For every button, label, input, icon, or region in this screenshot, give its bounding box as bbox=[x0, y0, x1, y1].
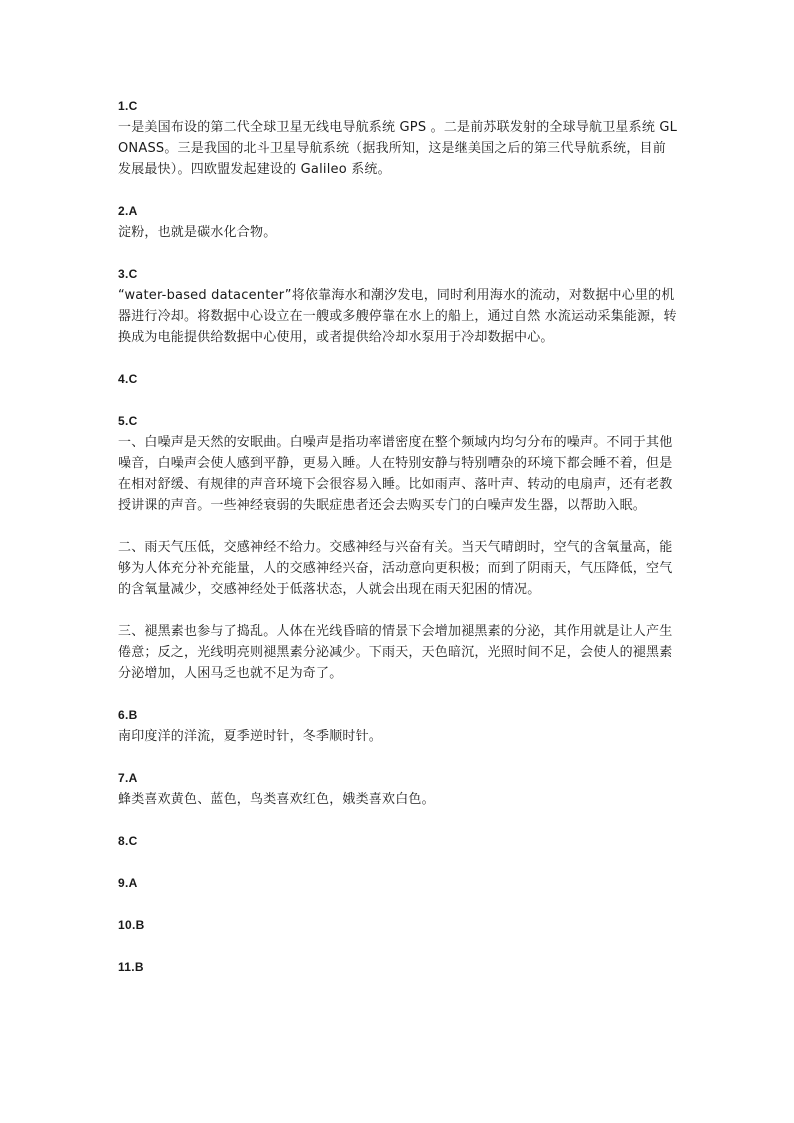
answer-key: 1.C bbox=[118, 99, 138, 113]
answer-key: 3.C bbox=[118, 267, 138, 281]
answer-entry bbox=[118, 411, 678, 684]
answer-document bbox=[118, 96, 678, 999]
answer-entry bbox=[118, 96, 678, 180]
answer-entry bbox=[118, 369, 678, 390]
answer-entry bbox=[118, 201, 678, 243]
answer-entry bbox=[118, 831, 678, 852]
answer-key: 6.B bbox=[118, 708, 138, 722]
answer-entry bbox=[118, 957, 678, 978]
answer-entry bbox=[118, 768, 678, 810]
answer-key: 4.C bbox=[118, 372, 138, 386]
explanation-paragraph: 一、白噪声是天然的安眠曲。白噪声是指功率谱密度在整个频域内均匀分布的噪声。不同于其他噪音，白噪声会使人感到平静，更易入睡。人在特别安静与特别嘈杂的环境下都会睡不着，但是在相对舒缓、有规律的声音环境下会很容易入睡。比如雨声、落叶声、转动的电扇声，还有老教授讲课的声音。一些神经衰弱的失眠症患者还会去购买专门的白噪声发生器，以帮助入眠。 bbox=[118, 435, 673, 513]
explanation-paragraph: 三、褪黑素也参与了捣乱。人体在光线昏暗的情景下会增加褪黑素的分泌，其作用就是让人产生倦意；反之，光线明亮则褪黑素分泌减少。下雨天，天色暗沉，光照时间不足，会使人的褪黑素分泌增加，人困马乏也就不足为奇了。 bbox=[118, 624, 673, 681]
answer-entry bbox=[118, 264, 678, 348]
answer-key: 2.A bbox=[118, 204, 138, 218]
answer-entry bbox=[118, 705, 678, 747]
answer-entry bbox=[118, 873, 678, 894]
explanation-paragraph: 蜂类喜欢黄色、蓝色，鸟类喜欢红色，娥类喜欢白色。 bbox=[118, 792, 435, 807]
answer-key: 7.A bbox=[118, 771, 138, 785]
explanation-paragraph: 二、雨天气压低，交感神经不给力。交感神经与兴奋有关。当天气晴朗时，空气的含氧量高，能够为人体充分补充能量，人的交感神经兴奋，活动意向更积极；而到了阴雨天，气压降低，空气的含氧量减少，交感神经处于低落状态，人就会出现在雨天犯困的情况。 bbox=[118, 540, 673, 597]
answer-entry bbox=[118, 915, 678, 936]
answer-key: 5.C bbox=[118, 414, 138, 428]
explanation-paragraph: “water-based datacenter”将依靠海水和潮汐发电，同时利用海水的流动，对数据中心里的机器进行冷却。将数据中心设立在一艘或多艘停靠在水上的船上，通过自然 水流运动采集能源，转换成为电能提供给数据中心使用，或者提供给冷却水泵用于冷却数据中心。 bbox=[118, 288, 677, 345]
explanation-paragraph: 淀粉，也就是碳水化合物。 bbox=[118, 225, 277, 240]
explanation-paragraph: 一是美国布设的第二代全球卫星无线电导航系统 GPS 。二是前苏联发射的全球导航卫星系统 GLONASS。三是我国的北斗卫星导航系统（据我所知，这是继美国之后的第三代导航系统，目前发展最快）。四欧盟发起建设的 Galileo 系统。 bbox=[118, 120, 678, 177]
answer-key: 9.A bbox=[118, 876, 138, 890]
answer-key: 10.B bbox=[118, 918, 145, 932]
explanation-paragraph: 南印度洋的洋流，夏季逆时针，冬季顺时针。 bbox=[118, 729, 383, 744]
answer-key: 11.B bbox=[118, 960, 144, 974]
answer-key: 8.C bbox=[118, 834, 138, 848]
